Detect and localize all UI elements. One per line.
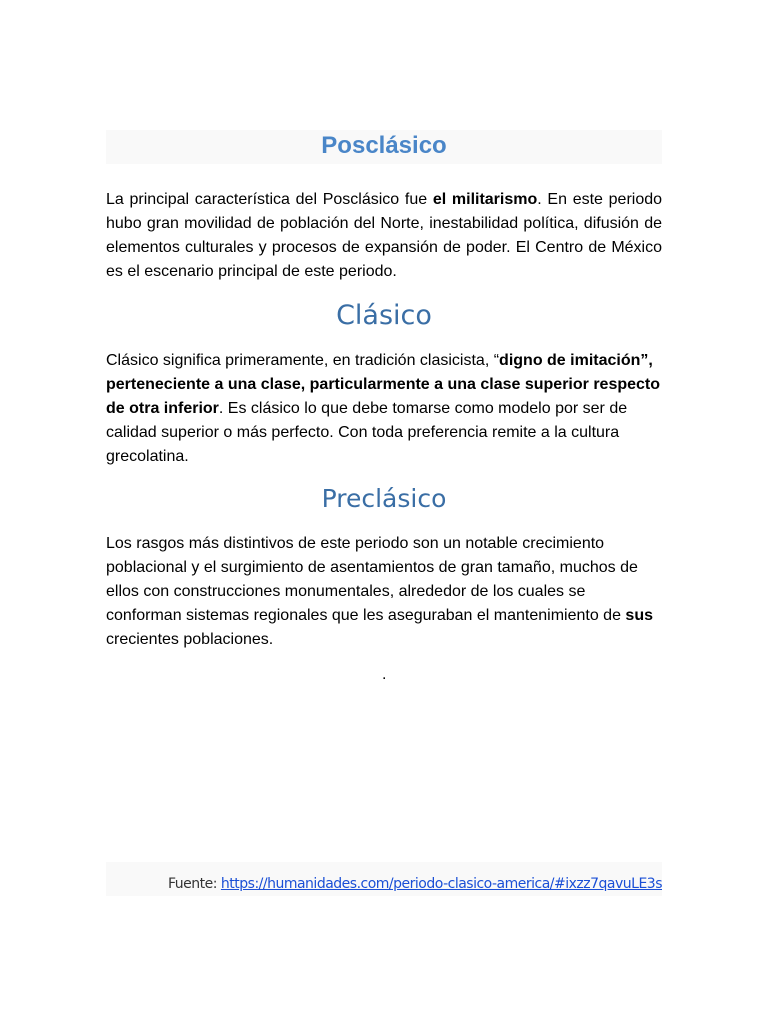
paragraph-text: La principal característica del Posclásico fue	[106, 191, 433, 208]
paragraph-bold-text: sus	[625, 607, 653, 624]
section-title-posclasico: Posclásico	[321, 132, 447, 159]
paragraph-text: . Es clásico lo que debe tomarse como modelo por ser de calidad superior o más perfecto. Con toda preferencia remite a la cultura grecolatina.	[106, 400, 628, 465]
paragraph-text: crecientes poblaciones.	[106, 631, 274, 648]
paragraph-text: Clásico significa primeramente, en tradición clasicista, “	[106, 352, 500, 369]
source-label: Fuente:	[167, 876, 221, 892]
paragraph-text: Los rasgos más distintivos de este periodo son un notable crecimiento poblacional y el surgimiento de asentamientos de gran tamaño, muchos de ellos con construcciones monumentales, alrededor de los cuales se conforman sistemas regionales que les aseguraban el mantenimiento de	[106, 535, 638, 624]
paragraph-bold-text: el militarismo	[432, 191, 538, 208]
section-title-preclasico: Preclásico	[321, 484, 447, 513]
separator-dot: .	[382, 666, 387, 683]
paragraph-preclasico	[106, 532, 662, 652]
source-line	[106, 876, 662, 892]
section-title-clasico: Clásico	[336, 300, 432, 331]
paragraph-bold-text: digno de imitación”, perteneciente a una clase, particularmente a una clase superior respecto de otra inferior	[106, 352, 661, 417]
paragraph-posclasico	[106, 188, 662, 284]
paragraph-text: . En este periodo hubo gran movilidad de población del Norte, inestabilidad política, difusión de elementos culturales y procesos de expansión de poder. El Centro de México es el escenario principal de este periodo.	[106, 191, 663, 280]
paragraph-clasico	[106, 349, 662, 469]
source-link[interactable]: https://humanidades.com/periodo-clasico-america/#ixzz7qavuLE3s	[220, 876, 662, 892]
